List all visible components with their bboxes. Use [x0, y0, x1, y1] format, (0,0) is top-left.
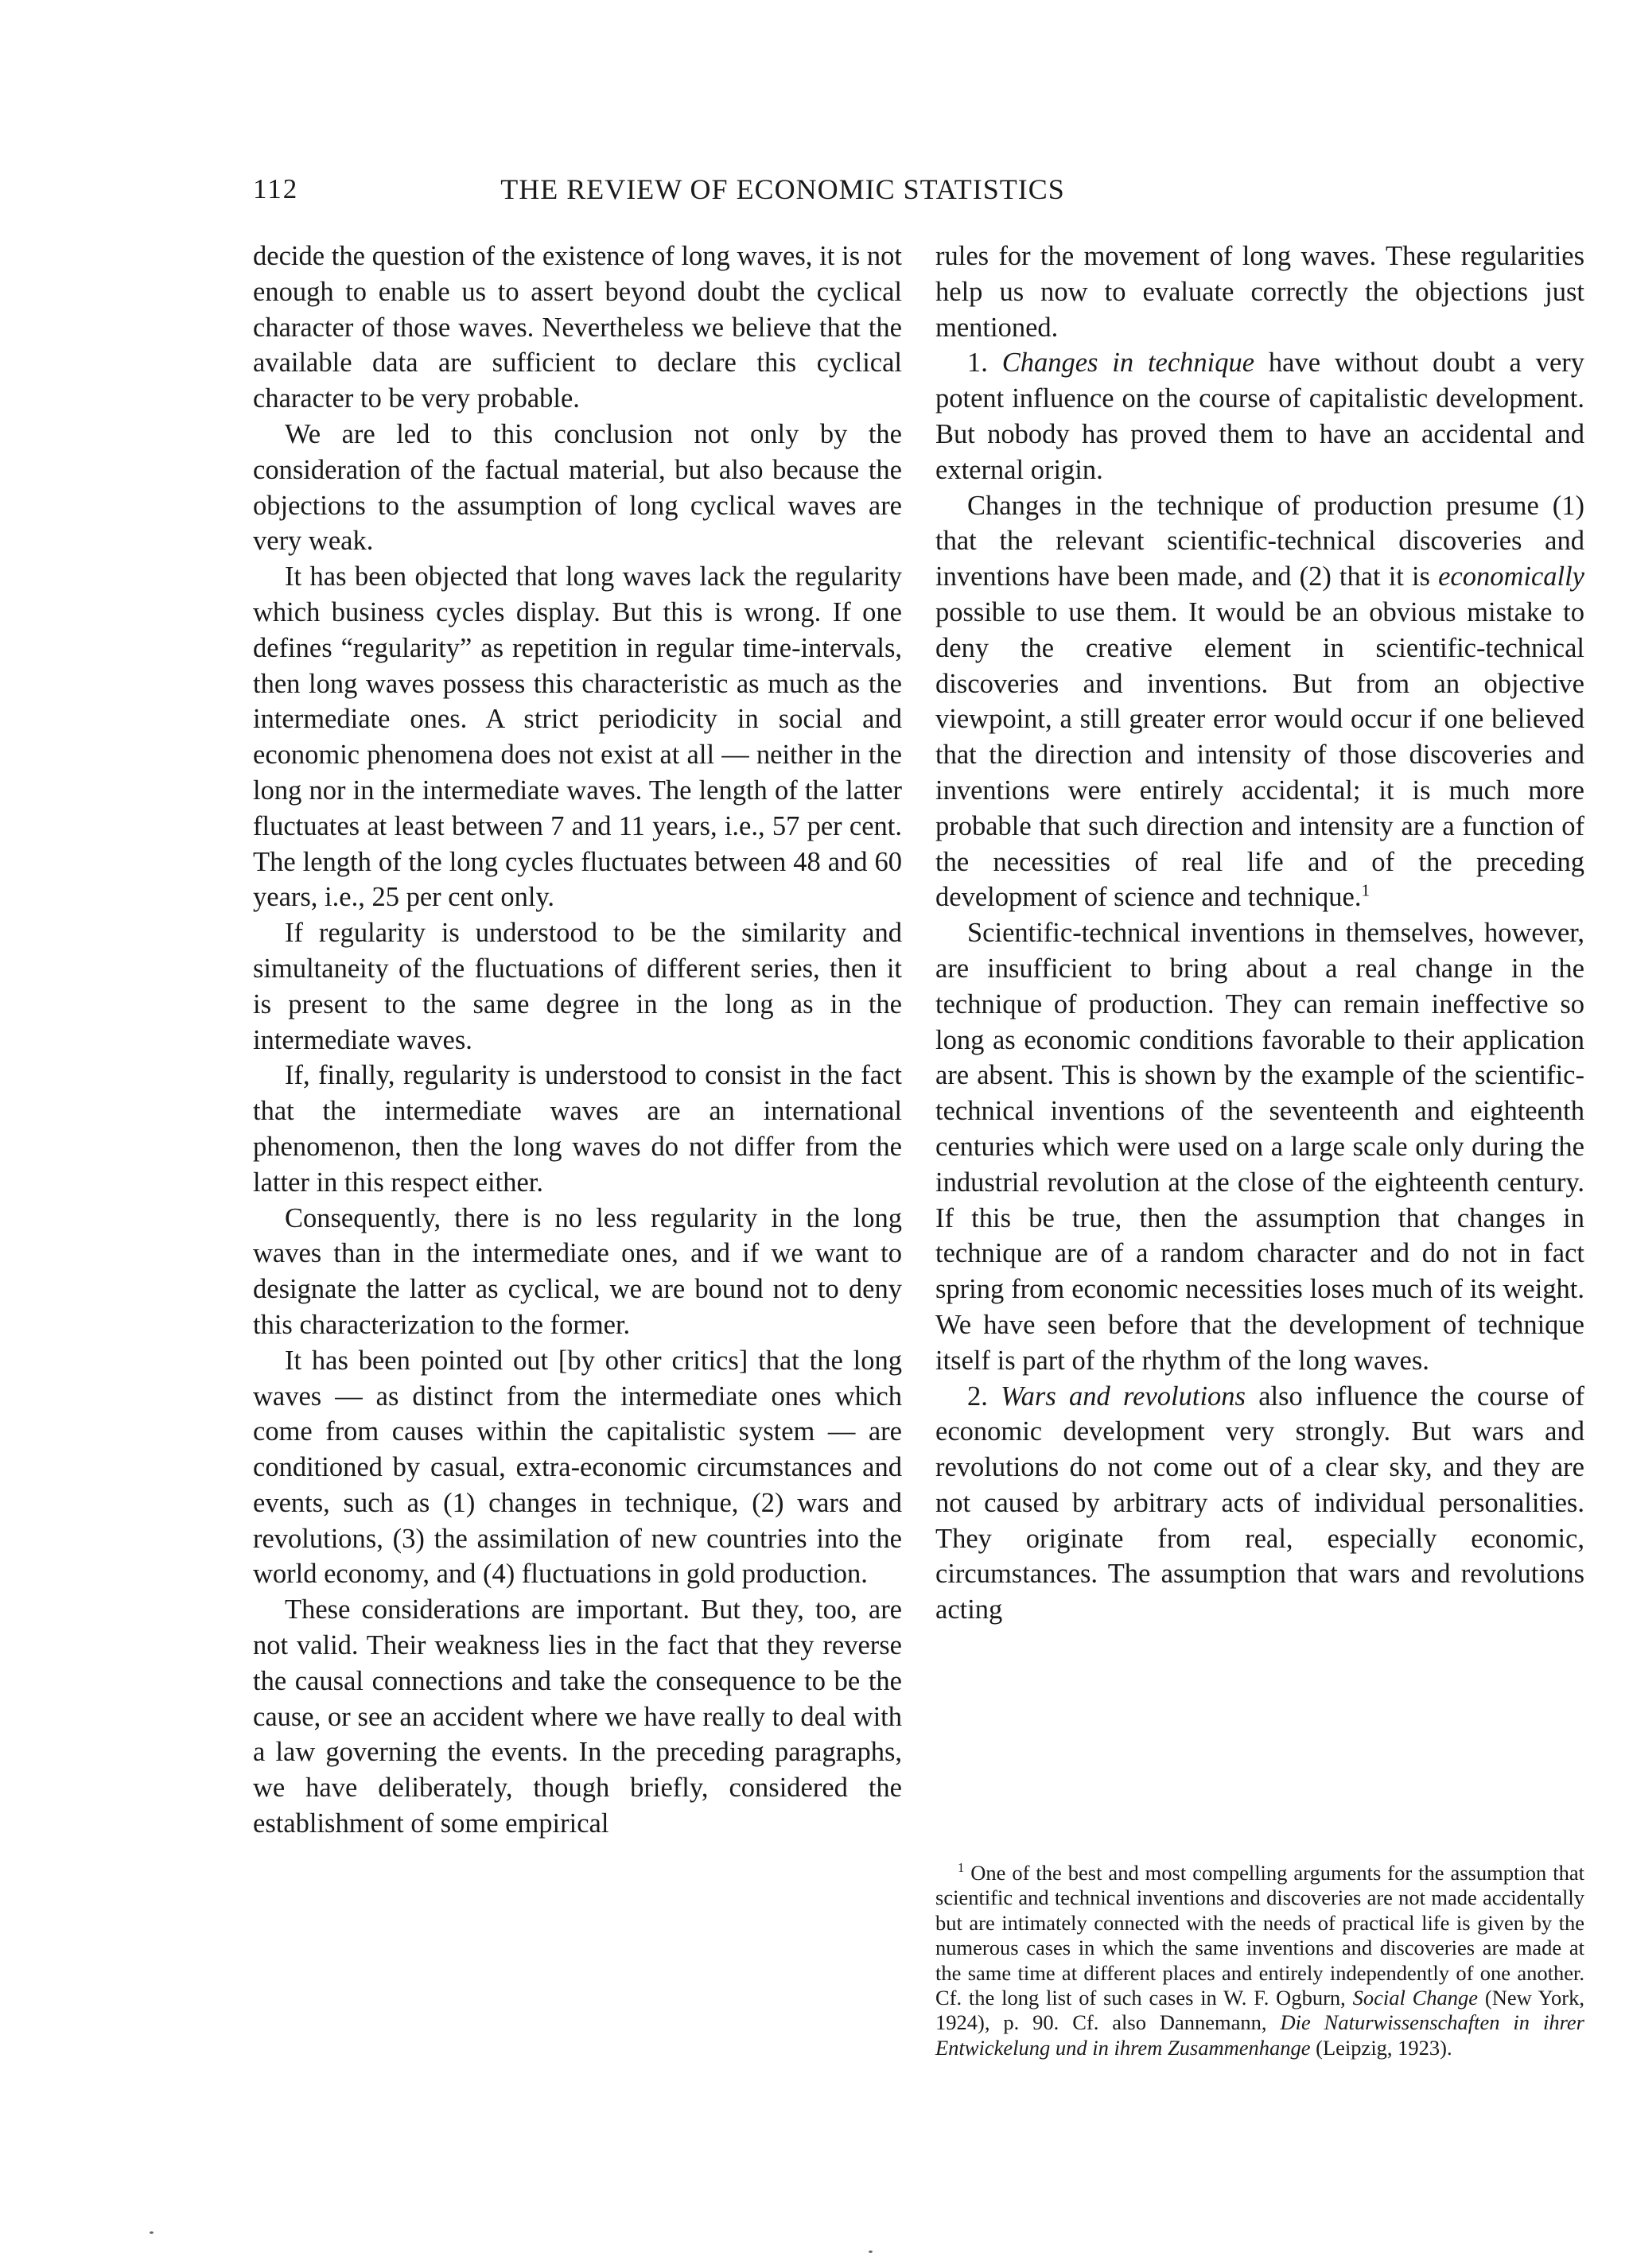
footnote [935, 1861, 1584, 2060]
paragraph-text: also influence the course of economic development very strongly. But wars and revolutions do not come out of a clear sky, and they are not caused by arbitrary acts of individual personalities. They originate from real, especially economic, circumstances. The assumption that wars and revolutions acting [935, 1381, 1584, 1625]
paragraph: We are led to this conclusion not only by the consideration of the factual material, but also because the objections to the assumption of long cyclical waves are very weak. [253, 418, 902, 557]
paragraph: These considerations are important. But they, too, are not valid. Their weakness lies in the fact that they reverse the causal connections and take the consequence to be the cause, or see an accident where we have really to deal with a law governing the events. In the preceding paragraphs, we have deliberately, though briefly, considered the establishment of some empirical [253, 1594, 902, 1839]
footnote-italic: Social Change [1352, 1986, 1479, 2010]
paragraph: It has been objected that long waves lack the regularity which business cycles display. But this is wrong. If one defines “regularity” as repetition in regular time-intervals, then long waves possess this characteristic as much as the intermediate ones. A strict periodicity in social and economic phenomena does not exist at all — neither in the long nor in the intermediate waves. The length of the latter fluctuates at least between 7 and 11 years, i.e., 57 per cent. The length of the long cycles fluctuates between 48 and 60 years, i.e., 25 per cent only. [253, 561, 902, 913]
paragraph-wars-and-revolutions [935, 1379, 1584, 1629]
page-number: 112 [253, 173, 299, 204]
paragraph: It has been pointed out [by other critics] that the long waves — as distinct from the intermediate ones which come from causes within the capitalistic system — are conditioned by casual, extra-economic circumstances and events, such as (1) changes in technique, (2) wars and revolutions, (3) the assimilation of new countries into the world economy, and (4) fluctuations in gold production. [253, 1345, 902, 1590]
footnote-text: (Leipzig, 1923). [1310, 2035, 1452, 2060]
paragraph: Consequently, there is no less regularity in the long waves than in the intermediate ones, and if we want to designate the latter as cyclical, we are bound not to deny this characterization to the former. [253, 1202, 902, 1340]
paragraph: Scientific-technical inventions in themselves, however, are insufficient to bring about a real change in the technique of production. They can remain ineffective so long as economic conditions favorable to their application are absent. This is shown by the example of the scientific-technical inventions of the seventeenth and eighteenth centuries which were used on a large scale only during the industrial revolution at the close of the eighteenth century. If this be true, then the assumption that changes in technique are of a random character and do not in fact spring from economic necessities loses much of its weight. We have seen before that the development of technique itself is part of the rhythm of the long waves. [935, 918, 1584, 1376]
footnote-text: One of the best and most compelling arguments for the assumption that scientific and technical inventions and discoveries are not made accidentally but are intimately connected with the needs of practical life is given by the numerous cases in which the same inventions and discoveries are made at the same time at different places and entirely independently of one another. Cf. the long list of such cases in W. F. Ogburn, [935, 1861, 1584, 2010]
footnote-reference: 1 [1361, 880, 1370, 900]
paragraph: If regularity is understood to be the similarity and simultaneity of the fluctuations of different series, then it is present to the same degree in the long as in the intermediate waves. [253, 918, 902, 1055]
paragraph-text: possible to use them. It would be an obvious mistake to deny the creative element in scientific-technical discoveries and inventions. But from an objective viewpoint, a still greater error would occur if one believed that the direction and intensity of those discoveries and inventions were entirely accidental; it is much more probable that such direction and intensity are a function of the necessities of real life and of the preceding development of science and technique. [935, 596, 1584, 913]
scan-speck [869, 2251, 873, 2253]
footnote-marker: 1 [958, 1860, 965, 1876]
paragraph: rules for the movement of long waves. These regularities help us now to evaluate correctly the objections just mentioned. [935, 241, 1584, 343]
paragraph-text: Changes in the technique of production presume (1) that the relevant scientific-technical discoveries and inventions have been made, and (2) that it is [935, 490, 1584, 592]
right-column [935, 239, 1584, 1628]
list-number: 2. [967, 1381, 988, 1412]
scan-speck [150, 2231, 154, 2234]
italic-heading: Changes in technique [1001, 348, 1255, 379]
running-head: THE REVIEW OF ECONOMIC STATISTICS [500, 173, 1065, 205]
footnote-italic: Die Naturwissenschaften in ihrer Entwickelung und in ihrem Zusammenhange [935, 2010, 1584, 2060]
paragraph-text: have without doubt a very potent influence on the course of capitalistic development. But nobody has proved them to have an accidental and external origin. [935, 348, 1585, 485]
footnote-text: (New York, 1924), p. 90. Cf. also Dannemann, [935, 1986, 1584, 2035]
left-column [253, 239, 902, 1842]
paragraph-changes-in-technique [935, 345, 1584, 487]
footnotes [935, 1861, 1584, 2060]
list-number: 1. [967, 348, 988, 379]
italic-emphasis: economically [1438, 561, 1584, 592]
italic-heading: Wars and revolutions [1001, 1381, 1246, 1412]
paragraph: If, finally, regularity is understood to consist in the fact that the intermediate waves are an international phenomenon, then the long waves do not differ from the latter in this respect either. [253, 1060, 902, 1198]
paragraph: decide the question of the existence of long waves, it is not enough to enable us to assert beyond doubt the cyclical character of those waves. Nevertheless we believe that the available data are sufficient to declare this cyclical character to be very probable. [253, 241, 902, 414]
paragraph [935, 488, 1584, 916]
page-header [253, 167, 1257, 212]
